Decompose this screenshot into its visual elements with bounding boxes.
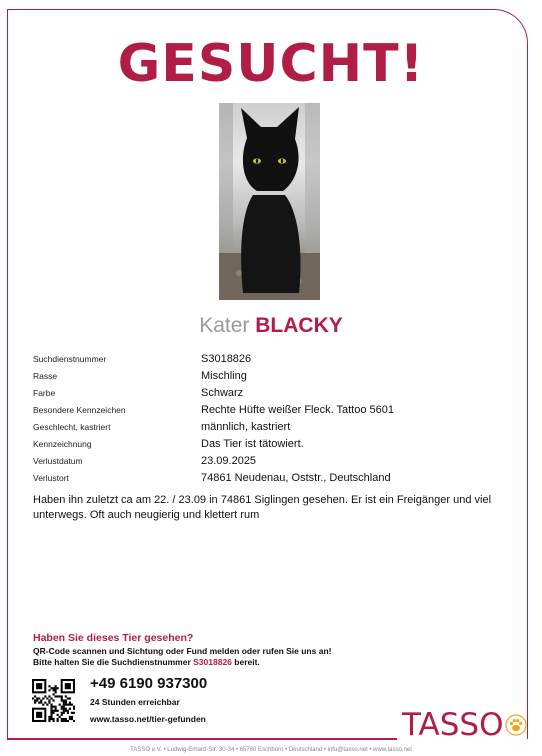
detail-label: Farbe (33, 387, 56, 398)
detail-label: Geschlecht, kastriert (33, 421, 111, 432)
detail-row (33, 452, 503, 469)
detail-row (33, 401, 503, 418)
detail-row (33, 384, 503, 401)
seen-reference-suffix: bereit. (234, 657, 260, 667)
footer-address: TASSO e.V. • Ludwig-Erhard-Str. 30-34 • 65760 Eschborn • Deutschland • info@tasso.net • www.tasso.net (130, 747, 412, 753)
seen-reference-prefix: Bitte halten Sie die Suchdienstnummer (33, 657, 191, 667)
poster-frame-bottom (7, 738, 397, 740)
detail-label: Verlustdatum (33, 455, 83, 466)
pet-details-table (33, 350, 503, 486)
detail-label: Rasse (33, 370, 58, 381)
detail-value: S3018826 (201, 352, 252, 365)
detail-row (33, 350, 503, 367)
pet-description: Haben ihn zuletzt ca am 22. / 23.09 in 74861 Siglingen gesehen. Er ist ein Freigänger und viel unterwegs. Oft auch neugierig und klettert rum (33, 494, 492, 521)
pet-name-heading (0, 313, 542, 339)
pet-name: BLACKY (255, 314, 343, 337)
detail-row (33, 469, 503, 486)
detail-value: Schwarz (201, 386, 244, 399)
detail-value: Das Tier ist tätowiert. (201, 437, 304, 450)
detail-value: 74861 Neudenau, Oststr., Deutschland (201, 471, 391, 484)
detail-row (33, 418, 503, 435)
hotline-hours: 24 Stunden erreichbar (90, 697, 180, 707)
poster-title: GESUCHT! (117, 34, 425, 94)
detail-value: männlich, kastriert (201, 420, 291, 433)
detail-label: Suchdienstnummer (33, 353, 107, 364)
paw-icon (505, 714, 527, 736)
seen-instructions: QR-Code scannen und Sichtung oder Fund melden oder rufen Sie uns an! (33, 646, 332, 656)
detail-row (33, 367, 503, 384)
detail-label: Verlustort (33, 472, 69, 483)
tasso-logo (402, 706, 534, 746)
hotline-phone[interactable]: +49 6190 937300 (90, 675, 208, 692)
pet-photo (219, 103, 320, 300)
qr-code[interactable] (32, 679, 75, 722)
detail-value: 23.09.2025 (201, 454, 257, 467)
detail-label: Kennzeichnung (33, 438, 92, 449)
seen-reference-number: S3018826 (193, 657, 232, 667)
tasso-logo-text: TASSO (402, 707, 504, 743)
detail-row (33, 435, 503, 452)
found-pet-link[interactable]: www.tasso.net/tier-gefunden (90, 714, 206, 724)
detail-label: Besondere Kennzeichen (33, 404, 126, 415)
pet-species: Kater (199, 314, 250, 337)
seen-reference-note (33, 657, 260, 667)
seen-question: Haben Sie dieses Tier gesehen? (33, 632, 194, 644)
detail-value: Rechte Hüfte weißer Fleck. Tattoo 5601 (201, 403, 395, 416)
detail-value: Mischling (201, 369, 247, 382)
